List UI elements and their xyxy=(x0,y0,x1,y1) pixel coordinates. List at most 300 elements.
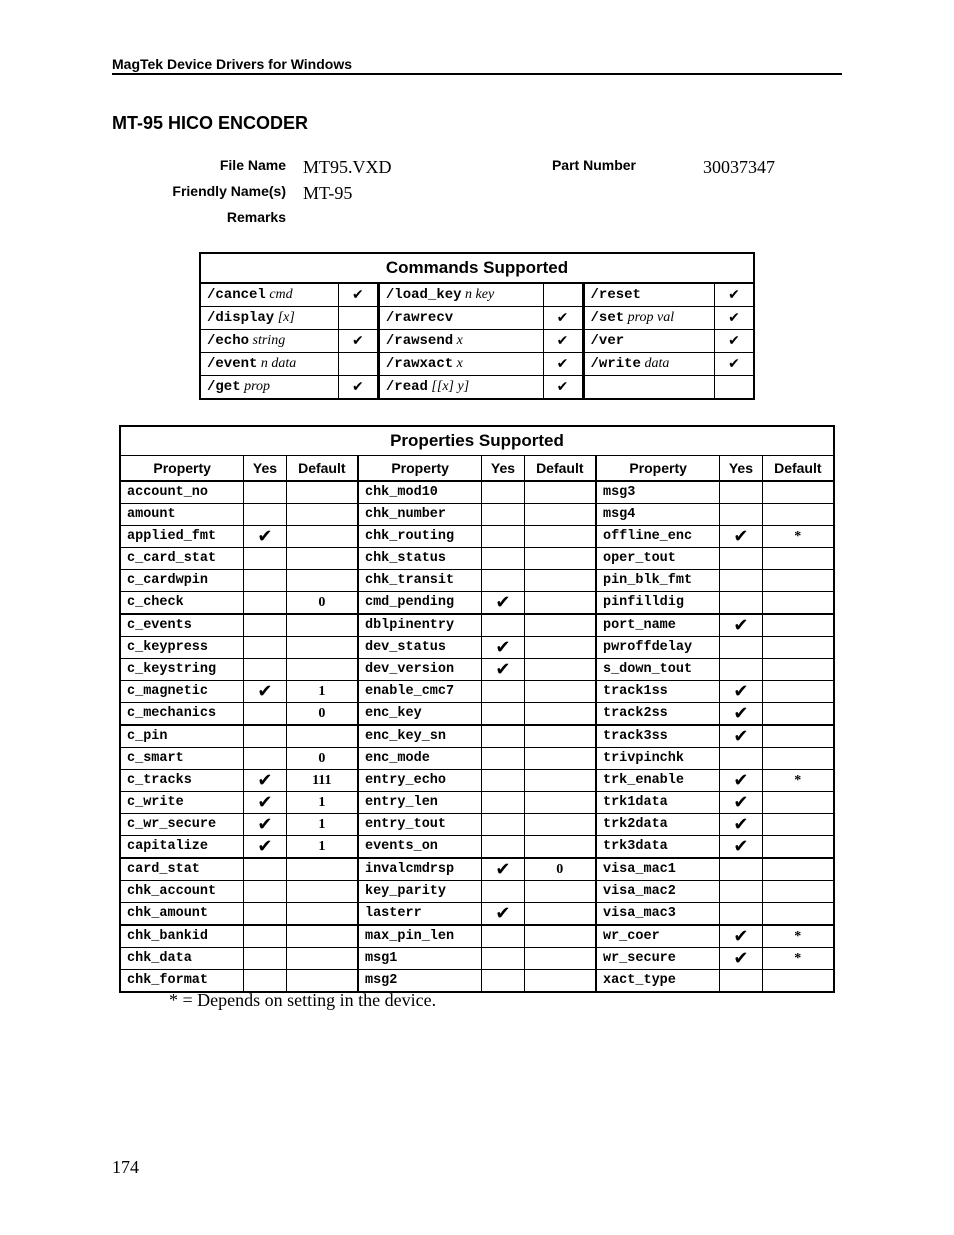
property-name: msg4 xyxy=(596,504,720,526)
property-default xyxy=(524,570,596,592)
command-cell xyxy=(378,376,543,400)
property-supported-check xyxy=(482,481,524,504)
property-name: port_name xyxy=(596,614,720,637)
command-cell xyxy=(583,307,714,330)
command-argument: n key xyxy=(461,287,495,302)
property-supported-check xyxy=(482,881,524,903)
property-default: 111 xyxy=(286,770,358,792)
property-default: 1 xyxy=(286,681,358,703)
property-default xyxy=(524,592,596,615)
property-supported-check: ✔ xyxy=(720,614,762,637)
property-supported-check: ✔ xyxy=(482,592,524,615)
property-supported-check xyxy=(244,858,286,881)
property-name: capitalize xyxy=(120,836,244,859)
property-default xyxy=(286,925,358,948)
table-row xyxy=(120,948,834,970)
command-argument: prop val xyxy=(624,310,675,325)
command-name: /rawxact xyxy=(385,356,454,372)
column-header: Default xyxy=(762,456,834,482)
property-supported-check xyxy=(720,504,762,526)
property-default xyxy=(524,481,596,504)
property-default xyxy=(286,637,358,659)
property-supported-check: ✔ xyxy=(244,681,286,703)
remarks-label: Remarks xyxy=(226,209,286,225)
command-cell xyxy=(583,283,714,307)
table-row xyxy=(120,526,834,548)
property-default xyxy=(524,548,596,570)
commands-body xyxy=(200,283,754,399)
property-name: chk_routing xyxy=(358,526,482,548)
property-name: trk_enable xyxy=(596,770,720,792)
properties-header-row xyxy=(120,456,834,482)
property-default xyxy=(524,748,596,770)
command-name: /cancel xyxy=(207,287,266,303)
property-supported-check xyxy=(244,881,286,903)
property-default xyxy=(286,881,358,903)
property-supported-check xyxy=(482,814,524,836)
properties-table xyxy=(119,425,835,993)
property-default xyxy=(762,548,834,570)
property-name: trk1data xyxy=(596,792,720,814)
part-number-label: Part Number xyxy=(551,157,636,173)
property-name: chk_mod10 xyxy=(358,481,482,504)
property-default xyxy=(762,970,834,993)
command-cell xyxy=(200,307,338,330)
property-default xyxy=(762,903,834,926)
property-name: chk_status xyxy=(358,548,482,570)
property-supported-check xyxy=(720,881,762,903)
table-row xyxy=(120,792,834,814)
page-header xyxy=(112,56,842,75)
property-name: trk3data xyxy=(596,836,720,859)
property-name: pinfilldig xyxy=(596,592,720,615)
property-supported-check: ✔ xyxy=(244,770,286,792)
property-supported-check xyxy=(482,770,524,792)
property-default xyxy=(524,725,596,748)
property-default xyxy=(762,703,834,726)
command-name: /rawsend xyxy=(385,333,454,349)
page-number: 174 xyxy=(112,1157,139,1177)
property-supported-check xyxy=(244,637,286,659)
property-default xyxy=(286,725,358,748)
property-default: * xyxy=(762,925,834,948)
command-argument: data xyxy=(640,356,670,371)
command-name: /reset xyxy=(590,287,641,303)
property-default xyxy=(762,570,834,592)
property-name: applied_fmt xyxy=(120,526,244,548)
command-argument: x xyxy=(453,356,463,371)
property-name: invalcmdrsp xyxy=(358,858,482,881)
friendly-name-label: Friendly Name(s) xyxy=(172,183,286,199)
property-name: card_stat xyxy=(120,858,244,881)
property-default xyxy=(524,836,596,859)
property-supported-check: ✔ xyxy=(720,526,762,548)
property-name: c_check xyxy=(120,592,244,615)
command-argument: prop xyxy=(240,379,271,394)
property-supported-check xyxy=(720,858,762,881)
property-supported-check xyxy=(244,748,286,770)
property-default: 1 xyxy=(286,836,358,859)
property-name: oper_tout xyxy=(596,548,720,570)
property-name: entry_len xyxy=(358,792,482,814)
property-supported-check xyxy=(244,925,286,948)
command-cell xyxy=(200,353,338,376)
property-default xyxy=(762,881,834,903)
property-supported-check xyxy=(244,570,286,592)
property-name: lasterr xyxy=(358,903,482,926)
property-default xyxy=(762,659,834,681)
property-supported-check: ✔ xyxy=(244,814,286,836)
command-row xyxy=(200,307,754,330)
table-row xyxy=(120,881,834,903)
command-name: /read xyxy=(385,379,428,395)
property-name: max_pin_len xyxy=(358,925,482,948)
command-row xyxy=(200,376,754,400)
property-name: visa_mac3 xyxy=(596,903,720,926)
property-name: msg3 xyxy=(596,481,720,504)
property-supported-check xyxy=(244,948,286,970)
column-header: Property xyxy=(120,456,244,482)
table-row xyxy=(120,659,834,681)
property-default xyxy=(286,903,358,926)
command-name: /ver xyxy=(590,333,625,349)
property-default: * xyxy=(762,526,834,548)
table-row xyxy=(120,504,834,526)
property-supported-check: ✔ xyxy=(482,858,524,881)
property-name: track1ss xyxy=(596,681,720,703)
property-name: c_mechanics xyxy=(120,703,244,726)
property-name: entry_echo xyxy=(358,770,482,792)
table-row xyxy=(120,836,834,859)
property-name: events_on xyxy=(358,836,482,859)
header-title: MagTek Device Drivers for Windows xyxy=(112,56,353,72)
property-supported-check: ✔ xyxy=(482,903,524,926)
column-header: Yes xyxy=(482,456,524,482)
command-name: /get xyxy=(207,379,241,395)
property-name: amount xyxy=(120,504,244,526)
property-name: msg1 xyxy=(358,948,482,970)
command-supported-check: ✔ xyxy=(543,376,583,400)
command-argument: n data xyxy=(257,356,297,371)
property-name: cmd_pending xyxy=(358,592,482,615)
table-row xyxy=(120,748,834,770)
table-row xyxy=(120,925,834,948)
property-name: enable_cmc7 xyxy=(358,681,482,703)
property-name: enc_mode xyxy=(358,748,482,770)
property-default xyxy=(762,748,834,770)
property-default xyxy=(286,526,358,548)
command-name: /load_key xyxy=(385,287,462,303)
command-cell xyxy=(378,330,543,353)
table-row xyxy=(120,858,834,881)
property-supported-check: ✔ xyxy=(482,659,524,681)
property-name: wr_coer xyxy=(596,925,720,948)
property-default xyxy=(524,925,596,948)
property-supported-check xyxy=(482,948,524,970)
property-supported-check xyxy=(244,725,286,748)
property-name: c_cardwpin xyxy=(120,570,244,592)
property-default xyxy=(762,592,834,615)
property-supported-check xyxy=(482,725,524,748)
table-row xyxy=(120,725,834,748)
property-name: dblpinentry xyxy=(358,614,482,637)
table-row xyxy=(120,481,834,504)
property-default xyxy=(524,681,596,703)
property-name: chk_number xyxy=(358,504,482,526)
property-default xyxy=(762,504,834,526)
property-supported-check xyxy=(244,592,286,615)
property-name: dev_status xyxy=(358,637,482,659)
command-supported-check xyxy=(715,376,755,400)
property-default xyxy=(286,570,358,592)
property-default xyxy=(524,614,596,637)
property-name: s_down_tout xyxy=(596,659,720,681)
property-default xyxy=(524,903,596,926)
property-default xyxy=(524,703,596,726)
command-name: /rawrecv xyxy=(385,310,454,326)
property-supported-check xyxy=(482,526,524,548)
property-name: dev_version xyxy=(358,659,482,681)
property-default: 0 xyxy=(524,858,596,881)
command-cell xyxy=(583,353,714,376)
property-supported-check: ✔ xyxy=(720,925,762,948)
table-row xyxy=(120,970,834,993)
property-default: 0 xyxy=(286,703,358,726)
footnote: * = Depends on setting in the device. xyxy=(169,990,437,1010)
command-argument: x xyxy=(453,333,463,348)
command-supported-check xyxy=(338,307,378,330)
column-header: Yes xyxy=(720,456,762,482)
table-row xyxy=(120,570,834,592)
property-name: trk2data xyxy=(596,814,720,836)
file-name-value: MT95.VXD xyxy=(303,157,392,177)
command-name: /echo xyxy=(207,333,250,349)
property-supported-check xyxy=(482,792,524,814)
property-name: c_keypress xyxy=(120,637,244,659)
property-name: c_events xyxy=(120,614,244,637)
property-name: offline_enc xyxy=(596,526,720,548)
column-header: Property xyxy=(358,456,482,482)
property-default: 0 xyxy=(286,592,358,615)
command-supported-check xyxy=(338,353,378,376)
commands-title: Commands Supported xyxy=(200,253,754,283)
property-default xyxy=(524,970,596,993)
property-supported-check: ✔ xyxy=(244,792,286,814)
command-argument: [x] xyxy=(274,310,295,325)
command-supported-check: ✔ xyxy=(543,330,583,353)
property-name: msg2 xyxy=(358,970,482,993)
property-supported-check xyxy=(482,703,524,726)
command-name: /display xyxy=(207,310,275,326)
property-supported-check xyxy=(244,659,286,681)
property-supported-check xyxy=(244,614,286,637)
table-row xyxy=(120,614,834,637)
property-default xyxy=(286,504,358,526)
file-name-label: File Name xyxy=(219,157,286,173)
property-name: pin_blk_fmt xyxy=(596,570,720,592)
column-header: Default xyxy=(524,456,596,482)
property-name: chk_amount xyxy=(120,903,244,926)
table-row xyxy=(120,814,834,836)
property-supported-check: ✔ xyxy=(720,792,762,814)
table-row xyxy=(120,681,834,703)
property-default: * xyxy=(762,948,834,970)
property-supported-check: ✔ xyxy=(720,703,762,726)
property-name: visa_mac2 xyxy=(596,881,720,903)
property-name: c_wr_secure xyxy=(120,814,244,836)
property-name: pwroffdelay xyxy=(596,637,720,659)
command-cell xyxy=(200,283,338,307)
property-supported-check xyxy=(482,836,524,859)
property-supported-check xyxy=(482,925,524,948)
property-name: track3ss xyxy=(596,725,720,748)
property-name: c_keystring xyxy=(120,659,244,681)
command-cell xyxy=(200,330,338,353)
property-supported-check xyxy=(720,970,762,993)
property-supported-check xyxy=(482,570,524,592)
property-default xyxy=(524,814,596,836)
property-default xyxy=(286,481,358,504)
command-supported-check: ✔ xyxy=(715,283,755,307)
property-supported-check xyxy=(244,504,286,526)
command-cell xyxy=(378,283,543,307)
command-row xyxy=(200,330,754,353)
property-default xyxy=(524,881,596,903)
property-supported-check: ✔ xyxy=(720,681,762,703)
property-supported-check: ✔ xyxy=(482,637,524,659)
column-header: Property xyxy=(596,456,720,482)
property-supported-check xyxy=(720,637,762,659)
property-default: * xyxy=(762,770,834,792)
property-default xyxy=(762,681,834,703)
property-supported-check xyxy=(720,570,762,592)
property-name: c_magnetic xyxy=(120,681,244,703)
command-cell xyxy=(378,353,543,376)
command-cell xyxy=(583,376,714,400)
property-supported-check: ✔ xyxy=(720,770,762,792)
command-name: /set xyxy=(590,310,625,326)
property-name: chk_bankid xyxy=(120,925,244,948)
property-supported-check: ✔ xyxy=(720,836,762,859)
property-supported-check xyxy=(244,703,286,726)
table-row xyxy=(120,592,834,615)
property-default xyxy=(762,481,834,504)
property-default xyxy=(524,948,596,970)
properties-title: Properties Supported xyxy=(120,426,834,456)
property-name: xact_type xyxy=(596,970,720,993)
property-default xyxy=(524,770,596,792)
command-cell xyxy=(583,330,714,353)
command-name: /write xyxy=(590,356,641,372)
property-supported-check xyxy=(482,681,524,703)
property-supported-check xyxy=(720,659,762,681)
property-supported-check xyxy=(720,548,762,570)
property-default: 1 xyxy=(286,792,358,814)
property-default: 0 xyxy=(286,748,358,770)
property-default: 1 xyxy=(286,814,358,836)
property-name: enc_key xyxy=(358,703,482,726)
command-supported-check: ✔ xyxy=(338,376,378,400)
property-name: account_no xyxy=(120,481,244,504)
table-row xyxy=(120,770,834,792)
property-supported-check: ✔ xyxy=(720,948,762,970)
commands-table xyxy=(199,252,755,400)
property-default xyxy=(286,614,358,637)
property-name: c_pin xyxy=(120,725,244,748)
command-argument: [[x] y] xyxy=(427,379,470,394)
table-row xyxy=(120,637,834,659)
property-default xyxy=(286,970,358,993)
property-supported-check xyxy=(720,903,762,926)
table-row xyxy=(120,548,834,570)
property-default xyxy=(524,637,596,659)
property-name: c_tracks xyxy=(120,770,244,792)
property-default xyxy=(762,792,834,814)
property-default xyxy=(286,858,358,881)
property-default xyxy=(286,948,358,970)
table-row xyxy=(120,703,834,726)
property-name: chk_format xyxy=(120,970,244,993)
command-supported-check: ✔ xyxy=(715,353,755,376)
property-supported-check: ✔ xyxy=(720,814,762,836)
property-name: enc_key_sn xyxy=(358,725,482,748)
property-supported-check xyxy=(482,504,524,526)
part-number-value: 30037347 xyxy=(703,157,775,177)
property-name: wr_secure xyxy=(596,948,720,970)
command-argument: cmd xyxy=(265,287,293,302)
property-default xyxy=(762,725,834,748)
command-supported-check: ✔ xyxy=(715,330,755,353)
property-default xyxy=(286,659,358,681)
command-row xyxy=(200,283,754,307)
command-supported-check: ✔ xyxy=(543,307,583,330)
property-default xyxy=(524,526,596,548)
property-default xyxy=(286,548,358,570)
properties-body xyxy=(120,481,834,992)
property-default xyxy=(762,814,834,836)
command-name: /event xyxy=(207,356,258,372)
property-name: chk_transit xyxy=(358,570,482,592)
property-name: track2ss xyxy=(596,703,720,726)
command-supported-check: ✔ xyxy=(338,283,378,307)
property-supported-check: ✔ xyxy=(244,836,286,859)
property-supported-check: ✔ xyxy=(244,526,286,548)
property-name: chk_account xyxy=(120,881,244,903)
property-supported-check xyxy=(244,548,286,570)
command-supported-check xyxy=(543,283,583,307)
command-supported-check: ✔ xyxy=(338,330,378,353)
property-supported-check xyxy=(244,970,286,993)
table-row xyxy=(120,903,834,926)
column-header: Default xyxy=(286,456,358,482)
column-header: Yes xyxy=(244,456,286,482)
property-name: c_smart xyxy=(120,748,244,770)
property-default xyxy=(524,659,596,681)
property-default xyxy=(524,792,596,814)
property-supported-check xyxy=(720,592,762,615)
property-name: trivpinchk xyxy=(596,748,720,770)
property-name: visa_mac1 xyxy=(596,858,720,881)
property-supported-check xyxy=(482,748,524,770)
property-default xyxy=(762,858,834,881)
command-argument: string xyxy=(249,333,286,348)
property-default xyxy=(524,504,596,526)
property-name: c_write xyxy=(120,792,244,814)
property-supported-check xyxy=(720,481,762,504)
property-name: chk_data xyxy=(120,948,244,970)
section-title: MT-95 HICO ENCODER xyxy=(112,113,309,133)
property-supported-check: ✔ xyxy=(720,725,762,748)
